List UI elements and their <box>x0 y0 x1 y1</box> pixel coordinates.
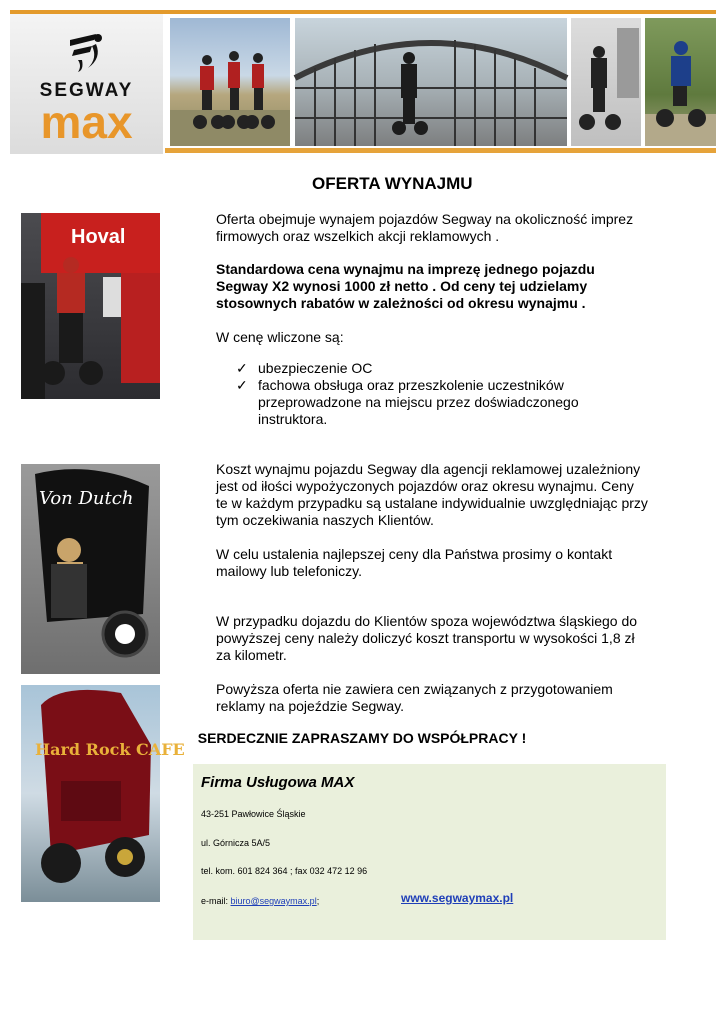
contact-box <box>193 764 666 940</box>
banner-photo-gate-rider <box>295 18 567 146</box>
included-list <box>236 360 636 428</box>
transport-paragraph: W przypadku dojazdu do Klientów spoza województwa śląskiego do powyższej ceny należy doliczyć koszt transportu w wysokości 1,8 zł za kilometr. <box>216 613 638 663</box>
hard-rock-text: Hard Rock CAFE <box>35 740 185 759</box>
ads-paragraph: Powyższa oferta nie zawiera cen związanych z przygotowaniem reklamy na pojeździe Segway. <box>216 681 613 714</box>
logo-brand: SEGWAY <box>39 80 134 101</box>
included-heading: W cenę wliczone są: <box>216 329 344 345</box>
von-dutch-text: Von Dutch <box>39 488 134 509</box>
list-item-text: ubezpieczenie OC <box>258 360 373 376</box>
banner-photo-riders-seaside <box>170 18 290 146</box>
price-paragraph: Standardowa cena wynajmu na imprezę jednego pojazdu Segway X2 wynosi 1000 zł netto . Od ceny tej udzielamy stosownych rabatów w zależności od okresu wynajmu . <box>216 261 595 311</box>
hoval-sign-text: Hoval <box>71 226 126 248</box>
firm-name: Firma Usługowa MAX <box>201 774 355 791</box>
checkmark-icon: ✓ <box>236 360 248 376</box>
segway-mark-icon <box>62 30 112 82</box>
contact-request-paragraph: W celu ustalenia najlepszej ceny dla Państwa prosimy o kontakt mailowy lub telefoniczy. <box>216 546 613 579</box>
address-city: 43-251 Pawłowice Śląskie <box>201 809 306 819</box>
segway-max-logo <box>10 14 163 154</box>
email-link[interactable]: biuro@segwaymax.pl <box>230 896 317 906</box>
page-title: OFERTA WYNAJMU <box>312 174 473 193</box>
agency-paragraph: Koszt wynajmu pojazdu Segway dla agencji reklamowej uzależniony jest od iłości wypożyczonych pojazdów oraz okresu wynajmu. Ceny te w każdym przypadku są ustalane indywidualnie uwzględniając przy tym oczekiwania naszych Klientów. <box>216 461 648 528</box>
email-label: e-mail: <box>201 896 231 906</box>
website-link[interactable]: www.segwaymax.pl <box>401 891 514 905</box>
invitation-text: SERDECZNIE ZAPRASZAMY DO WSPÓŁPRACY ! <box>197 730 527 746</box>
address-street: ul. Górnicza 5A/5 <box>201 838 271 848</box>
banner-photo-indoor-rider <box>571 18 641 146</box>
phone-fax: tel. kom. 601 824 364 ; fax 032 472 12 96 <box>201 866 368 876</box>
list-item-text: fachowa obsługa oraz przeszkolenie uczestników przeprowadzone na miejscu przez doświadczonego instruktora. <box>258 377 579 427</box>
intro-paragraph: Oferta obejmuje wynajem pojazdów Segway na okoliczność imprez firmowych oraz wszelkich akcji reklamowych . <box>216 211 634 244</box>
photo-hard-rock-segway <box>21 685 185 902</box>
list-item <box>236 360 636 377</box>
checkmark-icon: ✓ <box>236 377 248 393</box>
email-line <box>201 896 319 906</box>
banner-bottom-line <box>165 148 716 153</box>
email-suffix: ; <box>316 896 320 906</box>
header-banner <box>10 10 716 155</box>
photo-hoval-segway <box>21 213 160 399</box>
logo-name: max <box>40 96 133 148</box>
photo-von-dutch-segway <box>21 464 160 674</box>
list-item <box>236 377 636 428</box>
banner-photo-offroad-rider <box>645 18 716 146</box>
